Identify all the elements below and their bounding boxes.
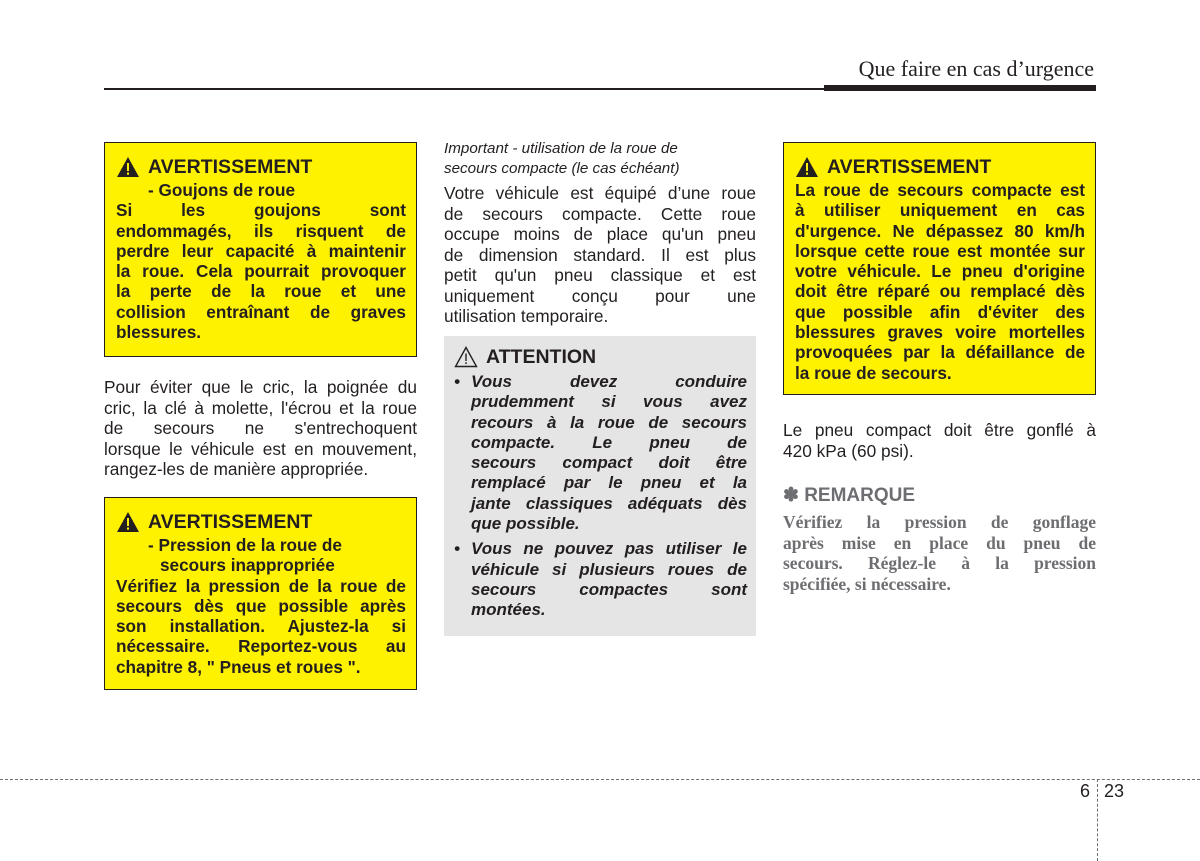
heading-line: secours compacte (le cas échéant) <box>444 160 680 177</box>
attention-heading <box>454 345 747 369</box>
warning-line: chapitre 8, " Pneus et roues ". <box>116 656 361 677</box>
paragraph-line: 420 kPa (60 psi). <box>783 440 914 461</box>
warning-triangle-icon <box>116 156 140 178</box>
warning-title: AVERTISSEMENT <box>148 156 313 178</box>
warning-subtitle: - Goujons de roue <box>148 180 296 200</box>
attention-line: secours compactes sont <box>471 579 747 599</box>
warning-subtitle: - Pression de la roue de <box>148 535 342 555</box>
warning-heading <box>795 155 1085 179</box>
warning-line: à utiliser uniquement en cas <box>795 200 1085 221</box>
chapter-number: 6 <box>1080 781 1091 801</box>
attention-line: secours compact doit être <box>471 453 747 473</box>
warning-heading <box>116 510 406 534</box>
note-line: secours. Réglez-le à la pression <box>783 553 1096 573</box>
warning-triangle-icon <box>116 511 140 533</box>
warning-line: perdre leur capacité à maintenir <box>116 240 406 261</box>
warning-triangle-icon <box>795 156 819 178</box>
warning-line: collision entraînant de graves <box>116 301 406 322</box>
attention-line: que possible. <box>471 514 580 534</box>
paragraph-line: de secours compacte. Cette roue <box>444 203 756 224</box>
warning-line: la roue. Cela pourrait provoquer <box>116 261 406 282</box>
paragraph-line: lorsque le véhicule est en mouvement, <box>104 438 417 459</box>
warning-box-compact-speed <box>783 142 1096 395</box>
footer-page-divider <box>1097 779 1098 861</box>
note-line: spécifiée, si nécessaire. <box>783 573 951 594</box>
paragraph-line: cric, la clé à molette, l'écrou et la roue <box>104 397 417 418</box>
header-rule <box>104 88 824 90</box>
warning-title: AVERTISSEMENT <box>148 511 313 533</box>
paragraph-line: petit qu'un pneu classique et est <box>444 265 756 285</box>
paragraph-line: Pour éviter que le cric, la poignée du <box>104 377 417 397</box>
note-line: Vérifiez la pression de gonflage <box>783 512 1096 532</box>
paragraph-line: Le pneu compact doit être gonflé à <box>783 420 1096 440</box>
attention-line: jante classiques adéquats dès <box>471 493 747 513</box>
paragraph-line: occupe moins de place qu'un pneu <box>444 224 756 244</box>
attention-title: ATTENTION <box>486 346 597 368</box>
attention-line: Vous ne pouvez pas utiliser le <box>471 539 747 559</box>
footer-divider <box>0 779 1200 780</box>
warning-title: AVERTISSEMENT <box>827 156 992 178</box>
paragraph-line: de dimension standard. Il est plus <box>444 244 756 265</box>
note-line: après mise en place du pneu de <box>783 532 1096 553</box>
paragraph-line: utilisation temporaire. <box>444 306 609 326</box>
attention-line: recours à la roue de secours <box>471 412 747 432</box>
attention-line: compacte. Le pneu de <box>471 432 747 452</box>
warning-line: la perte de la roue et une <box>116 281 406 302</box>
attention-item <box>454 539 747 620</box>
attention-line: montées. <box>471 600 546 620</box>
warning-line: doit être réparé ou remplacé dès <box>795 281 1085 302</box>
warning-line: Si les goujons sont <box>116 200 406 221</box>
bullet-glyph: • <box>454 539 460 559</box>
warning-box-wheel-studs <box>104 142 417 357</box>
body-paragraph-inflation <box>783 420 1096 461</box>
page-number: 23 <box>1104 781 1125 801</box>
warning-line: votre véhicule. Le pneu d'origine <box>795 261 1085 282</box>
paragraph-line: de secours ne s'entrechoquent <box>104 418 417 438</box>
section-heading-compact-spare <box>444 139 756 179</box>
attention-line: prudemment si vous avez <box>471 392 747 412</box>
warning-line: que possible afin d'éviter des <box>795 301 1085 322</box>
heading-line: Important - utilisation de la roue de <box>444 140 678 157</box>
warning-line: blessures graves voire mortelles <box>795 322 1085 343</box>
warning-line: endommagés, ils risquent de <box>116 220 406 241</box>
attention-line: Vous devez conduire <box>471 372 747 391</box>
paragraph-line: rangez-les de manière appropriée. <box>104 459 369 479</box>
warning-line: nécessaire. Reportez-vous au <box>116 636 406 657</box>
warning-line: La roue de secours compacte est <box>795 180 1085 200</box>
warning-line: secours dès que possible après <box>116 595 406 616</box>
warning-line: la roue de secours. <box>795 362 952 383</box>
attention-line: remplacé par le pneu et la <box>471 473 747 493</box>
note-text <box>783 512 1096 594</box>
warning-line: blessures. <box>116 322 202 343</box>
attention-line: véhicule si plusieurs roues de <box>471 559 747 579</box>
bullet-glyph: • <box>454 372 460 391</box>
warning-line: lorsque cette roue est montée sur <box>795 240 1085 261</box>
warning-heading <box>116 155 406 179</box>
header-rule-accent <box>824 85 1096 91</box>
paragraph-line: Votre véhicule est équipé d’une roue <box>444 183 756 203</box>
warning-line: Vérifiez la pression de la roue de <box>116 575 406 596</box>
attention-box <box>444 336 756 636</box>
warning-line: son installation. Ajustez-la si <box>116 616 406 637</box>
body-paragraph-storage <box>104 377 417 480</box>
paragraph-line: uniquement conçu pour une <box>444 285 756 306</box>
warning-box-spare-pressure <box>104 497 417 690</box>
note-heading: ✽ REMARQUE <box>783 485 916 506</box>
body-paragraph-compact-spare <box>444 183 756 327</box>
warning-subtitle: secours inappropriée <box>160 555 335 576</box>
attention-item <box>454 372 747 534</box>
warning-line: d'urgence. Ne dépassez 80 km/h <box>795 220 1085 241</box>
warning-line: provoquées par la défaillance de <box>795 342 1085 363</box>
caution-triangle-icon <box>454 346 478 368</box>
page-header-title: Que faire en cas d’urgence <box>858 56 1094 81</box>
